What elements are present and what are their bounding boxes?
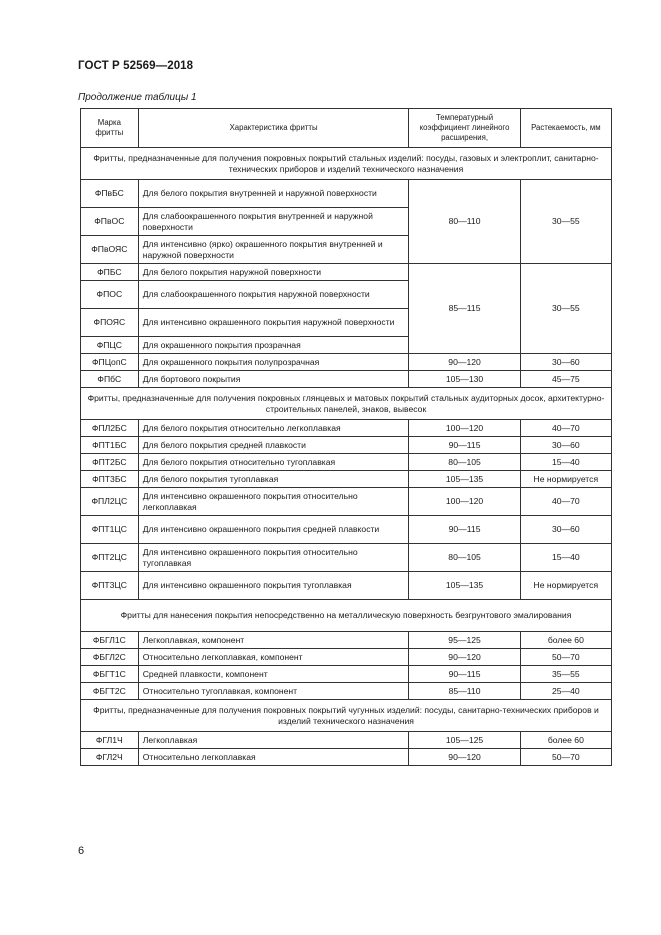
section-row	[81, 600, 612, 632]
cell-spread: более 60	[520, 632, 611, 649]
cell-characteristic: Для интенсивно окрашенного покрытия тугоплавкая	[138, 572, 409, 600]
cell-grade: ФПТ3БС	[81, 471, 139, 488]
cell-tclr: 95—125	[409, 632, 520, 649]
cell-tclr: 85—110	[409, 683, 520, 700]
cell-characteristic: Относительно легкоплавкая, компонент	[138, 649, 409, 666]
cell-characteristic: Для интенсивно окрашенного покрытия наружной поверхности	[138, 309, 409, 337]
cell-characteristic: Легкоплавкая	[138, 732, 409, 749]
cell-tclr: 85—115	[409, 264, 520, 354]
table-row	[81, 488, 612, 516]
cell-grade: ФПЦопС	[81, 354, 139, 371]
cell-spread: более 60	[520, 732, 611, 749]
cell-grade: ФБГТ1С	[81, 666, 139, 683]
cell-spread: 15—40	[520, 544, 611, 572]
cell-grade: ФПТ2ЦС	[81, 544, 139, 572]
cell-spread: 40—70	[520, 420, 611, 437]
cell-grade: ФБГЛ1С	[81, 632, 139, 649]
cell-characteristic: Для окрашенного покрытия прозрачная	[138, 337, 409, 354]
cell-characteristic: Для белого покрытия средней плавкости	[138, 437, 409, 454]
cell-tclr: 90—120	[409, 354, 520, 371]
cell-characteristic: Для белого покрытия относительно легкоплавкая	[138, 420, 409, 437]
cell-characteristic: Средней плавкости, компонент	[138, 666, 409, 683]
table-row	[81, 420, 612, 437]
table-row	[81, 544, 612, 572]
page-number: 6	[78, 845, 85, 857]
column-header-spread: Растекаемость, мм	[520, 109, 611, 148]
cell-spread: 30—55	[520, 180, 611, 264]
cell-tclr: 90—115	[409, 516, 520, 544]
cell-characteristic: Для слабоокрашенного покрытия наружной поверхности	[138, 281, 409, 309]
cell-grade: ФПвОЯС	[81, 236, 139, 264]
cell-spread: 45—75	[520, 371, 611, 388]
cell-tclr: 80—110	[409, 180, 520, 264]
cell-tclr: 105—130	[409, 371, 520, 388]
table-row	[81, 371, 612, 388]
cell-spread: 40—70	[520, 488, 611, 516]
cell-tclr: 105—135	[409, 572, 520, 600]
table-row	[81, 264, 612, 281]
cell-spread: 30—60	[520, 516, 611, 544]
cell-spread: 50—70	[520, 749, 611, 766]
table-row	[81, 437, 612, 454]
cell-characteristic: Для слабоокрашенного покрытия внутренней и наружной поверхности	[138, 208, 409, 236]
cell-spread: Не нормируется	[520, 572, 611, 600]
table-row	[81, 649, 612, 666]
cell-characteristic: Относительно тугоплавкая, компонент	[138, 683, 409, 700]
table-row	[81, 632, 612, 649]
section-title: Фритты, предназначенные для получения покровных покрытий стальных изделий: посуды, газовых и электроплит, санитарно-технических приборов и изделий технического назначения	[81, 148, 612, 180]
section-row	[81, 388, 612, 420]
column-header-tclr: Температурный коэффициент линейного расширения,	[409, 109, 520, 148]
cell-grade: ФПТ2БС	[81, 454, 139, 471]
cell-characteristic: Для бортового покрытия	[138, 371, 409, 388]
cell-tclr: 90—120	[409, 749, 520, 766]
cell-grade: ФБГЛ2С	[81, 649, 139, 666]
cell-spread: 30—60	[520, 437, 611, 454]
cell-grade: ФПТ3ЦС	[81, 572, 139, 600]
cell-grade: ФПТ1ЦС	[81, 516, 139, 544]
cell-characteristic: Для белого покрытия относительно тугоплавкая	[138, 454, 409, 471]
cell-grade: ФПТ1БС	[81, 437, 139, 454]
cell-grade: ФПЛ2БС	[81, 420, 139, 437]
cell-grade: ФПОС	[81, 281, 139, 309]
cell-tclr: 100—120	[409, 488, 520, 516]
cell-tclr: 90—115	[409, 666, 520, 683]
table-header-row	[81, 109, 612, 148]
cell-spread: 50—70	[520, 649, 611, 666]
cell-grade: ФПвОС	[81, 208, 139, 236]
cell-grade: ФГЛ1Ч	[81, 732, 139, 749]
table-row	[81, 572, 612, 600]
section-row	[81, 148, 612, 180]
table-row	[81, 454, 612, 471]
cell-tclr: 80—105	[409, 454, 520, 471]
cell-grade: ФПЦС	[81, 337, 139, 354]
cell-characteristic: Для белого покрытия внутренней и наружной поверхности	[138, 180, 409, 208]
table-row	[81, 471, 612, 488]
cell-grade: ФПОЯС	[81, 309, 139, 337]
cell-characteristic: Для белого покрытия тугоплавкая	[138, 471, 409, 488]
cell-tclr: 90—115	[409, 437, 520, 454]
section-title: Фритты для нанесения покрытия непосредственно на металлическую поверхность безгрунтового эмалирования	[81, 600, 612, 632]
section-title: Фритты, предназначенные для получения покровных глянцевых и матовых покрытий стальных аудиторных досок, архитектурно-строительных панелей, знаков, вывесок	[81, 388, 612, 420]
table-row	[81, 516, 612, 544]
table-row	[81, 683, 612, 700]
cell-spread: 30—55	[520, 264, 611, 354]
cell-spread: 30—60	[520, 354, 611, 371]
cell-grade: ФПБС	[81, 264, 139, 281]
cell-tclr: 105—135	[409, 471, 520, 488]
cell-characteristic: Для интенсивно окрашенного покрытия средней плавкости	[138, 516, 409, 544]
table-row	[81, 732, 612, 749]
cell-grade: ФГЛ2Ч	[81, 749, 139, 766]
section-row	[81, 700, 612, 732]
cell-characteristic: Для белого покрытия наружной поверхности	[138, 264, 409, 281]
cell-tclr: 80—105	[409, 544, 520, 572]
table-row	[81, 666, 612, 683]
cell-characteristic: Относительно легкоплавкая	[138, 749, 409, 766]
cell-tclr: 90—120	[409, 649, 520, 666]
cell-spread: 15—40	[520, 454, 611, 471]
table-row	[81, 354, 612, 371]
cell-spread: Не нормируется	[520, 471, 611, 488]
cell-characteristic: Для интенсивно окрашенного покрытия относительно легкоплавкая	[138, 488, 409, 516]
cell-characteristic: Для интенсивно (ярко) окрашенного покрытия внутренней и наружной поверхности	[138, 236, 409, 264]
table-row	[81, 180, 612, 208]
cell-spread: 35—55	[520, 666, 611, 683]
column-header-grade: Марка фритты	[81, 109, 139, 148]
table-caption: Продолжение таблицы 1	[78, 92, 197, 103]
frit-table	[80, 108, 612, 766]
cell-grade: ФПЛ2ЦС	[81, 488, 139, 516]
column-header-characteristic: Характеристика фритты	[138, 109, 409, 148]
cell-characteristic: Для окрашенного покрытия полупрозрачная	[138, 354, 409, 371]
cell-grade: ФПвБС	[81, 180, 139, 208]
document-header: ГОСТ Р 52569—2018	[78, 60, 194, 72]
cell-grade: ФБГТ2С	[81, 683, 139, 700]
cell-grade: ФПбС	[81, 371, 139, 388]
table-row	[81, 749, 612, 766]
cell-spread: 25—40	[520, 683, 611, 700]
section-title: Фритты, предназначенные для получения покровных покрытий чугунных изделий: посуды, санитарно-технических приборов и изделий технического назначения	[81, 700, 612, 732]
cell-characteristic: Для интенсивно окрашенного покрытия относительно тугоплавкая	[138, 544, 409, 572]
cell-tclr: 105—125	[409, 732, 520, 749]
cell-tclr: 100—120	[409, 420, 520, 437]
cell-characteristic: Легкоплавкая, компонент	[138, 632, 409, 649]
